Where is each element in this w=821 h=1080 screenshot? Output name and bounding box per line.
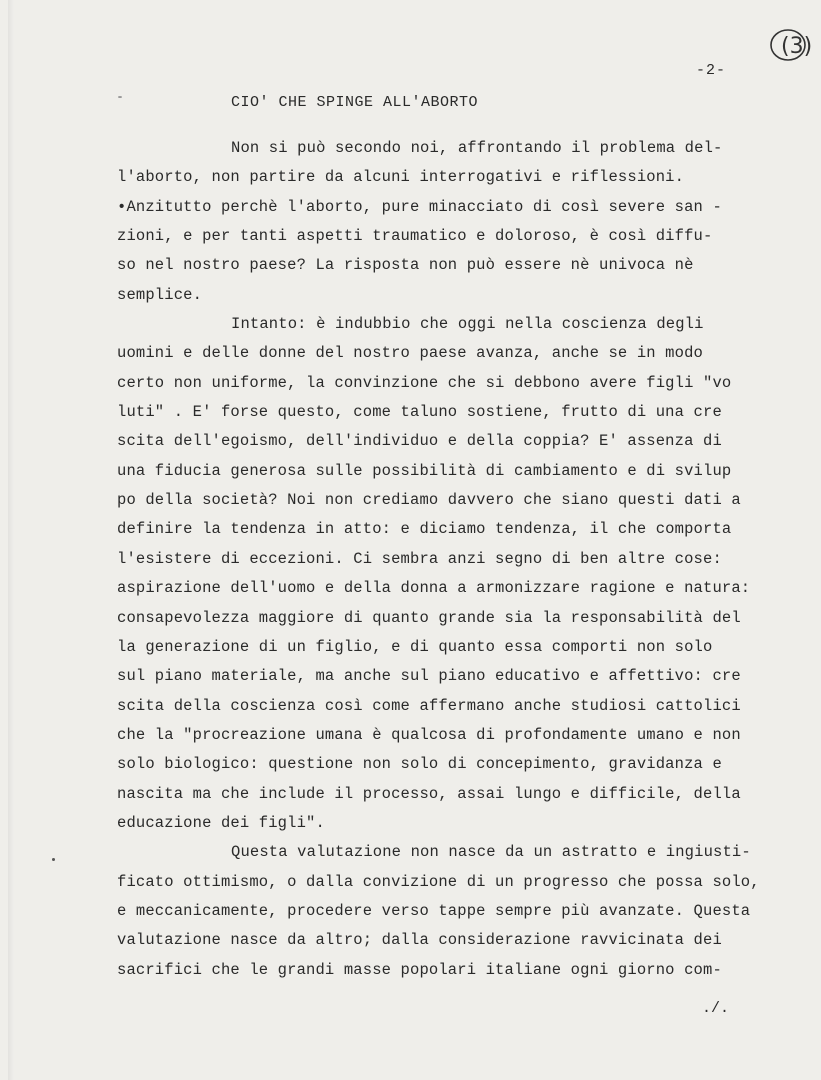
text-line: Questa valutazione non nasce da un astratto e ingiusti- [231, 843, 751, 862]
text-line: zioni, e per tanti aspetti traumatico e doloroso, è così diffu- [117, 227, 713, 246]
text-line: aspirazione dell'uomo e della donna a armonizzare ragione e natura: [117, 579, 751, 598]
archive-number-text: (3) [781, 34, 813, 59]
text-line: luti" . E' forse questo, come taluno sostiene, frutto di una cre [117, 403, 722, 422]
text-line: consapevolezza maggiore di quanto grande sia la responsabilità del [117, 608, 741, 627]
paper-speck [52, 858, 55, 861]
text-line: Intanto: è indubbio che oggi nella coscienza degli [231, 315, 704, 334]
page-number: -2- [696, 62, 727, 79]
page-edge-shadow [8, 0, 14, 1080]
text-line: sul piano materiale, ma anche sul piano educativo e affettivo: cre [117, 667, 741, 686]
text-line: Non si può secondo noi, affrontando il problema del- [231, 139, 723, 157]
text-line: po della società? Noi non crediamo davvero che siano questi dati a [117, 491, 741, 510]
text-line: l'esistere di eccezioni. Ci sembra anzi segno di ben altre cose: [117, 549, 722, 568]
text-line: valutazione nasce da altro; dalla considerazione ravvicinata dei [117, 931, 722, 950]
text-line: semplice. [117, 285, 203, 304]
text-line: una fiducia generosa sulle possibilità di cambiamento e di svilup [117, 461, 732, 480]
text-line: uomini e delle donne del nostro paese avanza, anche se in modo [117, 344, 703, 363]
text-line: scita dell'egoismo, dell'individuo e della coppia? E' assenza di [117, 432, 722, 451]
text-line: solo biologico: questione non solo di concepimento, gravidanza e [117, 755, 722, 774]
body-text [117, 134, 797, 985]
text-line: •Anzitutto perchè l'aborto, pure minacciato di così severe san - [117, 197, 722, 216]
text-line: nascita ma che include il processo, assai lungo e difficile, della [117, 784, 741, 803]
paper-speck [118, 96, 122, 98]
text-line: la generazione di un figlio, e di quanto essa comporti non solo [117, 637, 713, 656]
archive-number-circle [768, 26, 813, 64]
text-line: l'aborto, non partire da alcuni interrogativi e riflessioni. [117, 168, 685, 187]
text-line: che la "procreazione umana è qualcosa di profondamente umano e non [117, 725, 741, 744]
text-line: certo non uniforme, la convinzione che si debbono avere figli "vo [117, 373, 732, 392]
text-line: sacrifici che le grandi masse popolari italiane ogni giorno com- [117, 960, 722, 979]
document-title: CIO' CHE SPINGE ALL'ABORTO [231, 94, 479, 111]
text-line: scita della coscienza così come affermano anche studiosi cattolici [117, 696, 741, 715]
continuation-mark: ./. [702, 1000, 730, 1017]
text-line: so nel nostro paese? La risposta non può essere nè univoca nè [117, 256, 694, 275]
text-line: e meccanicamente, procedere verso tappe sempre più avanzate. Questa [117, 901, 751, 920]
text-line: definire la tendenza in atto: e diciamo tendenza, il che comporta [117, 520, 732, 539]
text-line: educazione dei figli". [117, 813, 325, 832]
text-line: ficato ottimismo, o dalla convizione di un progresso che possa solo, [117, 872, 760, 891]
